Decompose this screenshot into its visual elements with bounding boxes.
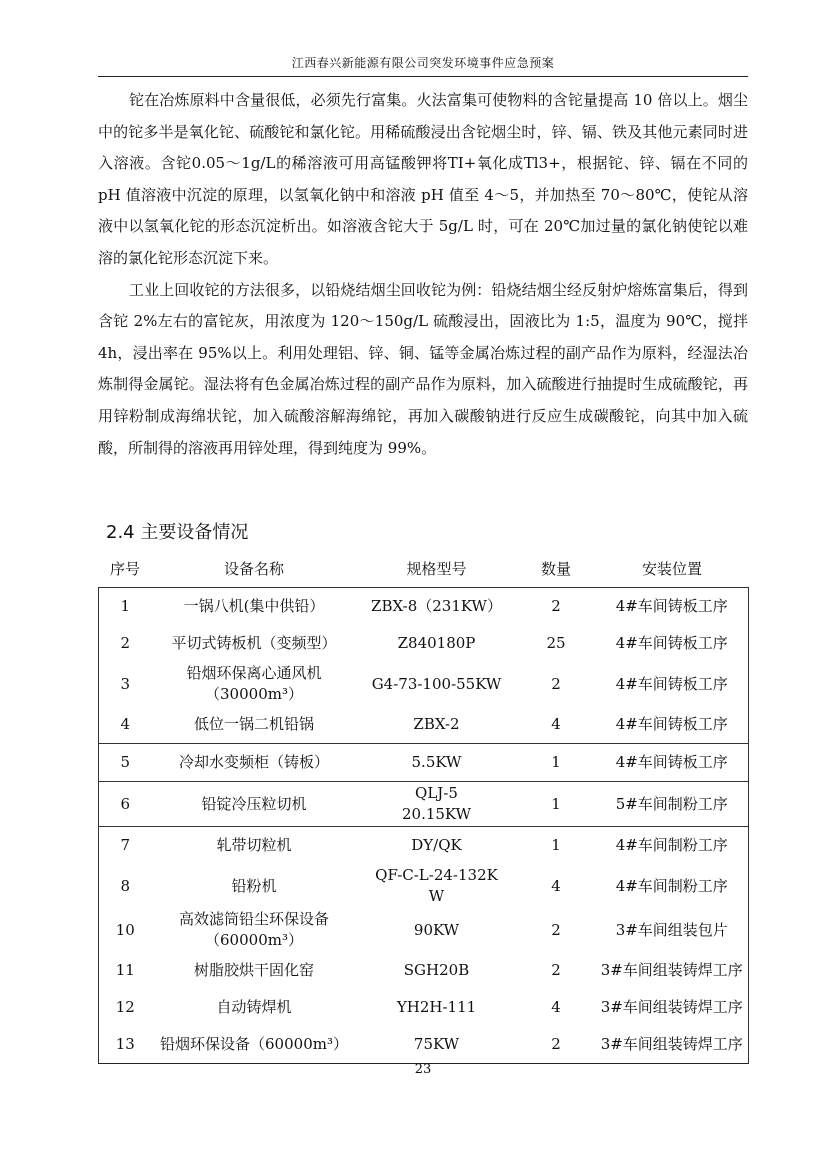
table-cell: 低位一锅二机铅锅 — [193, 715, 314, 733]
table-cell: 5.5KW — [357, 744, 517, 782]
page-number: 23 — [414, 1062, 432, 1077]
table-cell: YH2H-111 — [396, 998, 477, 1016]
table-cell: 3#车间组装包片 — [596, 908, 749, 952]
table-cell: 1 — [517, 744, 596, 782]
table-cell: 13 — [99, 1026, 152, 1064]
table-cell: 6 — [99, 782, 152, 827]
table-cell: 4 — [99, 706, 152, 744]
table-cell: QF-C-L-24-132K W — [375, 866, 498, 905]
table-cell: 12 — [99, 989, 152, 1026]
table-cell: 2 — [551, 674, 561, 693]
table-cell: 3#车间组装铸焊工序 — [596, 952, 749, 989]
table-cell: 4 — [551, 998, 561, 1016]
table-cell: 4#车间铸板工序 — [596, 625, 749, 662]
table-cell: 铅烟环保设备（60000m³） — [152, 1026, 357, 1064]
table-cell: 1 — [99, 588, 152, 626]
table-cell: 冷却水变频柜（铸板） — [152, 744, 357, 782]
table-cell: Z840180P — [397, 634, 476, 652]
table-cell: 2 — [517, 1026, 596, 1064]
table-cell: 4#车间制粉工序 — [596, 827, 749, 865]
header-divider — [98, 76, 748, 77]
table-cell: 4 — [551, 876, 561, 895]
table-cell: 4#车间铸板工序 — [596, 588, 749, 626]
table-row — [99, 952, 749, 989]
table-cell: 树脂胶烘干固化窑 — [193, 961, 314, 979]
table-cell: 铅粉机 — [231, 876, 277, 895]
table-cell: 7 — [99, 827, 152, 865]
column-header: 序号 — [109, 559, 140, 578]
table-cell: 4#车间铸板工序 — [596, 744, 749, 782]
table-row — [99, 864, 749, 908]
table-cell: G4-73-100-55KW — [371, 674, 502, 693]
table-cell: 5 — [99, 744, 152, 782]
table-cell: 2 — [517, 588, 596, 626]
table-row — [99, 625, 749, 662]
table-cell: 4 — [551, 715, 561, 733]
table-cell: 5#车间制粉工序 — [596, 782, 749, 827]
body-text — [98, 85, 748, 464]
table-cell: 铅锭冷压粒切机 — [152, 782, 357, 827]
table-row — [99, 662, 749, 706]
table-cell: ZBX-8（231KW） — [357, 588, 517, 626]
table-cell: 平切式铸板机（变频型） — [171, 634, 337, 652]
table-cell: ZBX-2 — [413, 715, 460, 733]
table-cell: 4#车间制粉工序 — [596, 864, 749, 908]
table-cell: 3#车间组装铸焊工序 — [596, 989, 749, 1026]
table-cell: 11 — [99, 952, 152, 989]
table-header-row — [99, 551, 749, 588]
equipment-table — [98, 551, 749, 1064]
section-heading: 2.4 主要设备情况 — [106, 522, 249, 543]
table-cell: 一锅八机(集中供铅） — [152, 588, 357, 626]
table-cell: QLJ-5 20.15KW — [357, 782, 517, 827]
column-header: 规格型号 — [406, 559, 467, 578]
paragraph: 工业上回收铊的方法很多，以铅烧结烟尘回收铊为例：铅烧结烟尘经反射炉熔炼富集后，得到含铊 2%左右的富铊灰，用浓度为 120～150g/L 硫酸浸出，固液比为 1:5，温度为 90℃，搅拌 4h，浸出率在 95%以上。利用处理铝、锌、铜、锰等金属冶炼过程的副产品作为原料，经湿法冶炼制得金属铊。湿法将有色金属冶炼过程的副产品作为原料，加入硫酸进行抽提时生成硫酸铊，再用锌粉制成海绵状铊，加入硫酸溶解海绵铊，再加入碳酸钠进行反应生成碳酸铊，向其中加入硫酸，所制得的溶液再用锌处理，得到纯度为 99%。 — [98, 280, 748, 457]
table-row — [99, 1026, 749, 1064]
table-row — [99, 989, 749, 1026]
table-cell: 10 — [99, 908, 152, 952]
table-row — [99, 908, 749, 952]
table-cell: 高效滤筒铅尘环保设备 （60000m³） — [178, 910, 329, 949]
table-cell: 4#车间铸板工序 — [596, 662, 749, 706]
table-cell: SGH20B — [403, 961, 470, 979]
table-cell: 2 — [551, 920, 561, 939]
table-cell: 3 — [99, 662, 152, 706]
table-cell: 1 — [517, 782, 596, 827]
table-cell: 自动铸焊机 — [216, 998, 292, 1016]
table-cell: 4#车间铸板工序 — [596, 706, 749, 744]
column-header: 数量 — [540, 559, 571, 578]
table-cell: 轧带切粒机 — [152, 827, 357, 865]
table-cell: 铅烟环保离心通风机 （30000m³） — [186, 664, 322, 703]
table-cell: 1 — [517, 827, 596, 865]
table-cell: 8 — [99, 864, 152, 908]
table-row — [99, 782, 749, 827]
table-row — [99, 744, 749, 782]
table-cell: 3#车间组装铸焊工序 — [596, 1026, 749, 1064]
column-header: 安装位置 — [641, 559, 702, 578]
table-cell: 25 — [546, 634, 566, 652]
table-cell: 90KW — [413, 920, 460, 939]
page-header: 江西春兴新能源有限公司突发环境事件应急预案 — [291, 56, 555, 70]
column-header: 设备名称 — [223, 559, 284, 578]
table-cell: 2 — [551, 961, 561, 979]
table-cell: 75KW — [357, 1026, 517, 1064]
table-row — [99, 706, 749, 744]
paragraph: 铊在冶炼原料中含量很低，必须先行富集。火法富集可使物料的含铊量提高 10 倍以上。烟尘中的铊多半是氧化铊、硫酸铊和氯化铊。用稀硫酸浸出含铊烟尘时，锌、镉、铁及其他元素同时进入溶液。含铊0.05～1g/L的稀溶液可用高锰酸钾将TI+氧化成Tl3+，根据铊、锌、镉在不同的 pH 值溶液中沉淀的原理，以氢氧化钠中和溶液 pH 值至 4～5，并加热至 70～80℃，使铊从溶液中以氢氧化铊的形态沉淀析出。如溶液含铊大于 5g/L 时，可在 20℃加过量的氯化钠使铊以难溶的氯化铊形态沉淀下来。 — [98, 91, 748, 267]
table-cell: 2 — [99, 625, 152, 662]
table-row — [99, 827, 749, 865]
table-cell: DY/QK — [357, 827, 517, 865]
table-row — [99, 588, 749, 626]
